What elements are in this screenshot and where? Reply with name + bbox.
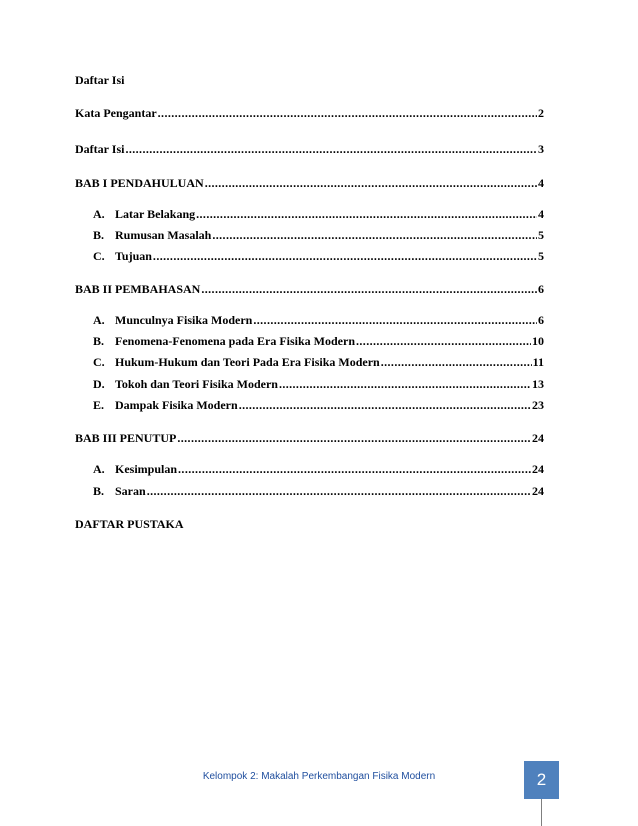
toc-entry-page: 5	[538, 228, 544, 242]
toc-entry-kesimpulan	[93, 461, 544, 477]
toc-entry-page: 2	[538, 106, 544, 120]
toc-entry-number: C.	[93, 355, 105, 369]
footer-text: Kelompok 2: Makalah Perkembangan Fisika Modern	[202, 771, 436, 782]
toc-entry-label: Kesimpulan	[115, 462, 178, 476]
toc-entry-tujuan	[93, 248, 544, 264]
toc-entry-number: A.	[93, 313, 105, 327]
toc-entry-label: Fenomena-Fenomena pada Era Fisika Modern	[115, 334, 355, 348]
toc-entry-number: C.	[93, 249, 105, 263]
toc-leader-dots	[153, 248, 537, 264]
toc-entry-number: A.	[93, 207, 105, 221]
toc-entry-saran	[93, 483, 544, 499]
toc-entry-daftar-pustaka	[75, 516, 184, 532]
toc-entry-bab-2	[75, 281, 544, 297]
toc-entry-page: 24	[532, 431, 544, 445]
toc-entry-number: B.	[93, 334, 105, 348]
toc-entry-number: B.	[93, 484, 105, 498]
toc-entry-munculnya-fisika-modern	[93, 312, 544, 328]
page-title: Daftar Isi	[75, 73, 125, 87]
toc-leader-dots	[381, 354, 532, 370]
toc-entry-label: BAB III PENUTUP	[75, 431, 177, 445]
toc-entry-label: Latar Belakang	[115, 207, 196, 221]
toc-entry-page: 24	[532, 484, 544, 498]
toc-entry-page: 3	[538, 142, 544, 156]
toc-entry-number: A.	[93, 462, 105, 476]
toc-entry-label: Rumusan Masalah	[115, 228, 212, 242]
toc-leader-dots	[205, 175, 537, 191]
toc-leader-dots	[147, 483, 531, 499]
toc-entry-number: D.	[93, 377, 105, 391]
toc-entry-latar-belakang	[93, 206, 544, 222]
toc-entry-bab-3	[75, 430, 544, 446]
toc-leader-dots	[201, 281, 537, 297]
toc-entry-hukum-hukum	[93, 354, 544, 370]
toc-entry-page: 6	[538, 313, 544, 327]
toc-entry-page: 23	[532, 398, 544, 412]
toc-entry-label: Saran	[115, 484, 146, 498]
toc-leader-dots	[177, 430, 531, 446]
toc-leader-dots	[356, 333, 531, 349]
toc-leader-dots	[212, 227, 537, 243]
toc-entry-label: Kata Pengantar	[75, 106, 157, 120]
toc-entry-label: BAB I PENDAHULUAN	[75, 176, 204, 190]
toc-entry-number: B.	[93, 228, 105, 242]
toc-entry-page: 5	[538, 249, 544, 263]
page-number: 2	[536, 770, 547, 789]
toc-entry-label: Hukum-Hukum dan Teori Pada Era Fisika Modern	[115, 355, 380, 369]
toc-entry-label: DAFTAR PUSTAKA	[75, 517, 184, 531]
toc-entry-dampak	[93, 397, 544, 413]
badge-divider-line	[541, 799, 542, 826]
page-number-badge	[524, 761, 559, 799]
toc-entry-page: 11	[532, 355, 544, 369]
toc-entry-kata-pengantar	[75, 105, 544, 121]
toc-entry-page: 4	[538, 176, 544, 190]
toc-entry-label: Tujuan	[115, 249, 152, 263]
toc-entry-page: 10	[532, 334, 544, 348]
toc-entry-page: 13	[532, 377, 544, 391]
toc-entry-label: BAB II PEMBAHASAN	[75, 282, 201, 296]
toc-leader-dots	[158, 105, 537, 121]
toc-entry-page: 6	[538, 282, 544, 296]
toc-leader-dots	[253, 312, 537, 328]
toc-leader-dots	[178, 461, 531, 477]
toc-entry-number: E.	[93, 398, 105, 412]
toc-entry-tokoh-dan-teori	[93, 376, 544, 392]
toc-leader-dots	[279, 376, 531, 392]
toc-entry-bab-1	[75, 175, 544, 191]
toc-entry-daftar-isi	[75, 141, 544, 157]
toc-entry-rumusan-masalah	[93, 227, 544, 243]
toc-entry-label: Daftar Isi	[75, 142, 125, 156]
toc-leader-dots	[239, 397, 531, 413]
toc-entry-label: Dampak Fisika Modern	[115, 398, 238, 412]
toc-entry-label: Munculnya Fisika Modern	[115, 313, 253, 327]
toc-entry-page: 4	[538, 207, 544, 221]
toc-entry-fenomena	[93, 333, 544, 349]
toc-entry-page: 24	[532, 462, 544, 476]
toc-leader-dots	[125, 141, 537, 157]
toc-entry-label: Tokoh dan Teori Fisika Modern	[115, 377, 278, 391]
toc-leader-dots	[196, 206, 537, 222]
